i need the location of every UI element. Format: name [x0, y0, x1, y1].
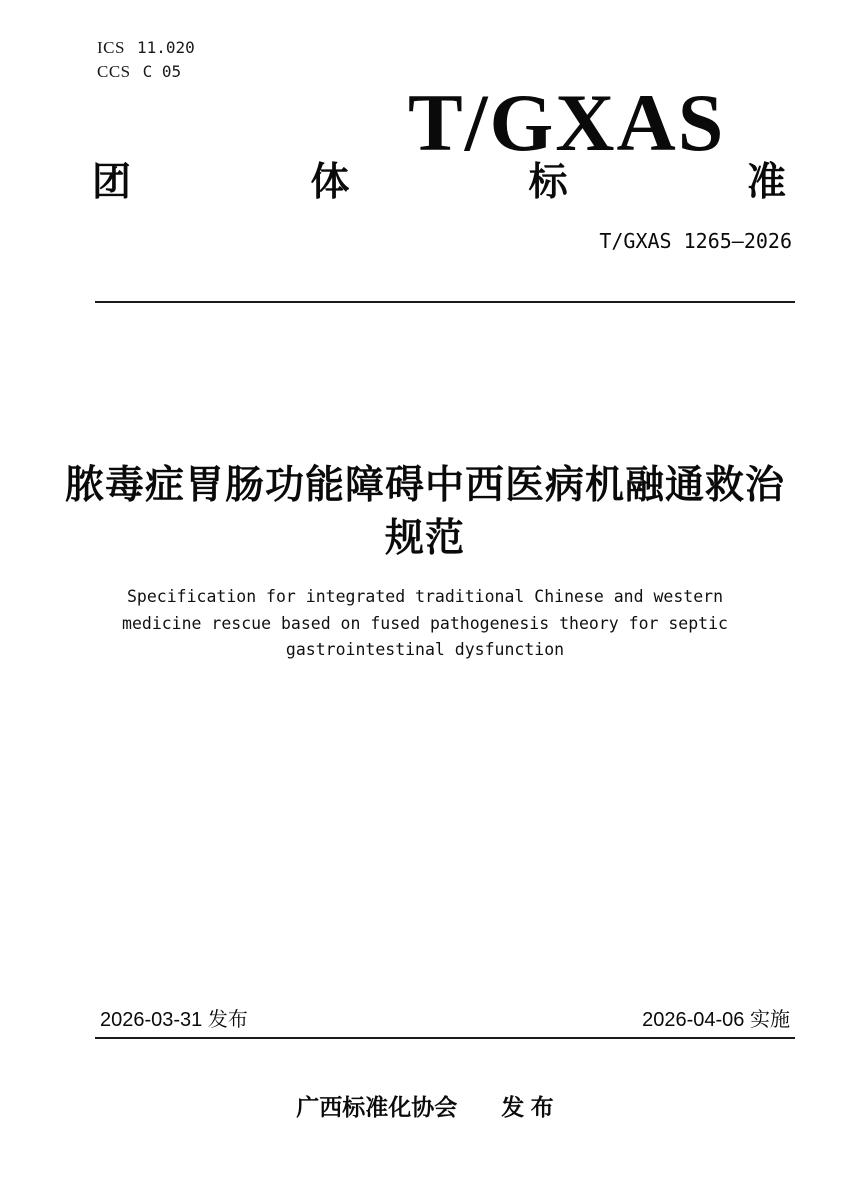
ccs-value: C 05	[142, 62, 182, 81]
english-title-line2: medicine rescue based on fused pathogenesis theory for septic	[122, 613, 728, 633]
standard-type-char: 体	[310, 161, 350, 204]
english-title	[0, 584, 850, 664]
publisher-name: 广西标准化协会	[296, 1094, 458, 1120]
standard-type-char: 准	[746, 161, 786, 204]
document-title	[20, 459, 830, 565]
implement-date: 2026-04-06 实施	[642, 1009, 790, 1031]
english-title-line3: gastrointestinal dysfunction	[285, 640, 565, 659]
standard-type-char: 团	[92, 161, 132, 204]
ccs-code	[97, 60, 195, 84]
standard-number: T/GXAS 1265—2026	[599, 229, 792, 253]
issue-date: 2026-03-31 发布	[100, 1009, 248, 1031]
publish-label: 发 布	[501, 1094, 554, 1120]
bottom-divider	[95, 1037, 795, 1039]
ics-value: 11.020	[136, 38, 195, 57]
document-title-line1: 脓毒症胃肠功能障碍中西医病机融通救治	[64, 464, 785, 507]
ics-code	[97, 36, 195, 60]
document-title-line2: 规范	[384, 517, 465, 560]
ics-label: ICS	[97, 38, 125, 57]
top-divider	[95, 301, 795, 303]
publisher-line	[0, 1092, 850, 1122]
ccs-label: CCS	[97, 62, 131, 81]
classification-codes	[97, 36, 195, 84]
standard-body-logo: T/GXAS	[408, 77, 726, 168]
standard-type-row	[92, 160, 786, 206]
dates-row	[100, 1006, 790, 1034]
standard-type-char: 标	[528, 161, 568, 204]
english-title-line1: Specification for integrated traditional Chinese and western	[126, 587, 724, 606]
